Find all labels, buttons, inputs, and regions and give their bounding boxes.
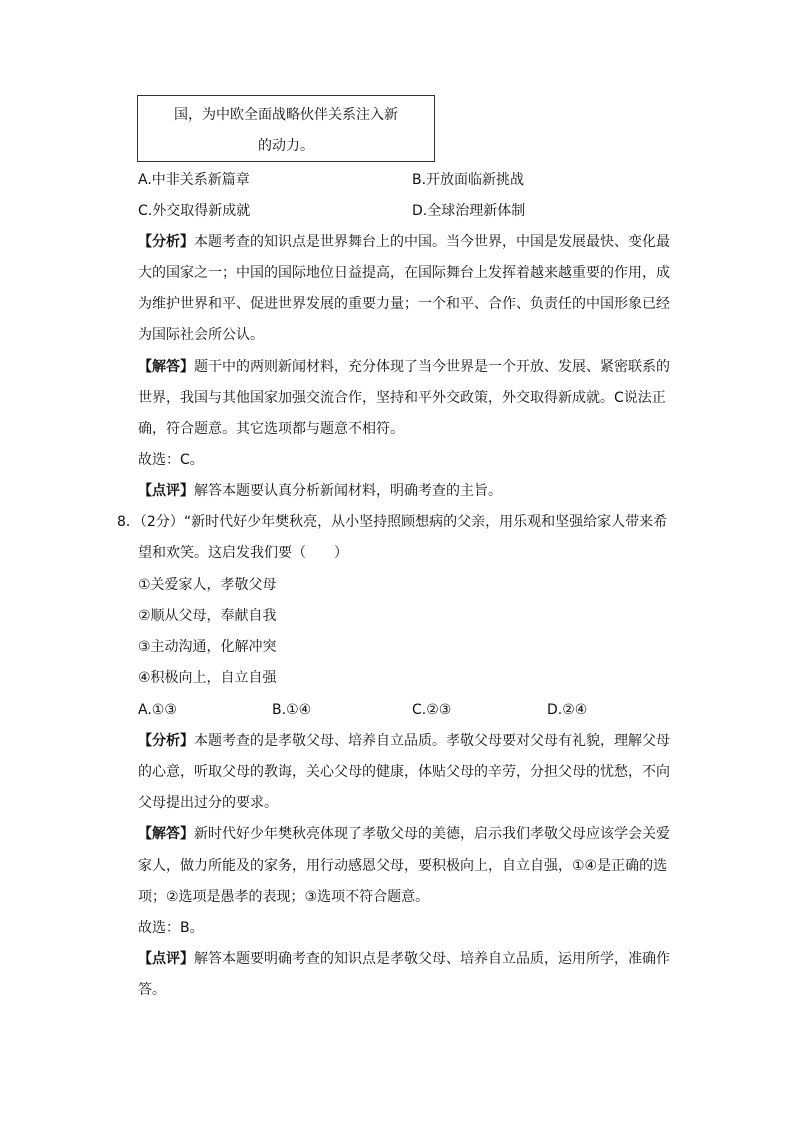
option-letter: C. bbox=[412, 702, 427, 718]
option-text: 中非关系新篇章 bbox=[151, 172, 250, 188]
answer-line: 家人，做力所能及的家务，用行动感恩父母，要积极向上，自立自强，①④是正确的选 bbox=[138, 858, 668, 874]
option-letter: B. bbox=[272, 702, 287, 718]
comment-line bbox=[138, 481, 502, 501]
option-text: ②④ bbox=[562, 702, 588, 718]
analysis-line: 为国际社会所公认。 bbox=[138, 327, 264, 343]
choice-line: 故选：B。 bbox=[138, 920, 204, 936]
statement-1: ①关爱家人，孝敬父母 bbox=[138, 577, 277, 593]
option-letter: C. bbox=[138, 203, 153, 219]
option-letter: D. bbox=[412, 203, 428, 219]
option-text: 开放面临新挑战 bbox=[426, 172, 525, 188]
option-text: ①④ bbox=[286, 702, 312, 718]
question-8-stem: 望和欢笑。这启发我们要（ ） bbox=[138, 545, 348, 561]
analysis-line: 父母提出过分的要求。 bbox=[138, 795, 278, 811]
analysis-line bbox=[138, 232, 670, 252]
option-text: 全球治理新体制 bbox=[427, 203, 526, 219]
box-line: 的动力。 bbox=[258, 138, 314, 154]
comment-line bbox=[138, 949, 670, 969]
option-text: ②③ bbox=[426, 702, 452, 718]
option-letter: B. bbox=[412, 172, 427, 188]
choice-line: 故选：C。 bbox=[138, 452, 204, 468]
analysis-line: 为维护世界和平、促进世界发展的重要力量；一个和平、合作、负责任的中国形象已经 bbox=[138, 296, 670, 312]
option-text: 外交取得新成就 bbox=[152, 203, 251, 219]
option-c bbox=[412, 700, 451, 720]
option-b bbox=[272, 700, 311, 720]
option-text: ①③ bbox=[151, 702, 177, 718]
statement-2: ②顺从父母，奉献自我 bbox=[138, 608, 277, 624]
analysis-tag: 【分析】 bbox=[138, 733, 194, 749]
answer-tag: 【解答】 bbox=[138, 826, 194, 842]
analysis-tag: 【分析】 bbox=[138, 234, 194, 250]
option-c bbox=[138, 201, 250, 221]
statement-3: ③主动沟通，化解冲突 bbox=[138, 639, 277, 655]
comment-line: 答。 bbox=[138, 982, 166, 998]
option-letter: D. bbox=[547, 702, 563, 718]
comment-tag: 【点评】 bbox=[138, 951, 194, 967]
option-letter: A. bbox=[138, 702, 152, 718]
option-a bbox=[138, 170, 250, 190]
answer-line: 世界，我国与其他国家加强交流合作，坚持和平外交政策，外交取得新成就。C说法正 bbox=[138, 390, 666, 406]
answer-line: 项；②选项是愚孝的表现；③选项不符合题意。 bbox=[138, 889, 430, 905]
answer-line bbox=[138, 824, 670, 844]
option-letter: A. bbox=[138, 172, 152, 188]
analysis-text: 本题考查的知识点是世界舞台上的中国。当今世界，中国是发展最快、变化最 bbox=[194, 234, 670, 250]
option-d bbox=[412, 201, 525, 221]
option-b bbox=[412, 170, 524, 190]
comment-text: 解答本题要明确考查的知识点是孝敬父母、培养自立品质，运用所学，准确作 bbox=[194, 951, 670, 967]
analysis-text: 本题考查的是孝敬父母、培养自立品质。孝敬父母要对父母有礼貌，理解父母 bbox=[194, 733, 670, 749]
analysis-line bbox=[138, 731, 670, 751]
news-material-box bbox=[137, 95, 435, 162]
answer-tag: 【解答】 bbox=[138, 359, 194, 375]
option-a bbox=[138, 700, 177, 720]
analysis-line: 大的国家之一；中国的国际地位日益提高，在国际舞台上发挥着越来越重要的作用，成 bbox=[138, 265, 670, 281]
statement-4: ④积极向上，自立自强 bbox=[138, 670, 277, 686]
question-8-stem: 8．（2分）“新时代好少年樊秋亮，从小坚持照顾想病的父亲，用乐观和坚强给家人带来希 bbox=[117, 514, 668, 530]
answer-text: 题干中的两则新闻材料，充分体现了当今世界是一个开放、发展、紧密联系的 bbox=[194, 359, 670, 375]
option-d bbox=[547, 700, 587, 720]
comment-tag: 【点评】 bbox=[138, 483, 194, 499]
answer-line bbox=[138, 357, 670, 377]
analysis-line: 的心意，听取父母的教诲，关心父母的健康，体贴父母的辛劳，分担父母的忧愁，不向 bbox=[138, 764, 670, 780]
answer-text: 新时代好少年樊秋亮体现了孝敬父母的美德，启示我们孝敬父母应该学会关爱 bbox=[194, 826, 670, 842]
box-line: 国，为中欧全面战略伙伴关系注入新 bbox=[174, 107, 398, 123]
comment-text: 解答本题要认真分析新闻材料，明确考查的主旨。 bbox=[194, 483, 502, 499]
answer-line: 确，符合题意。其它选项都与题意不相符。 bbox=[138, 421, 404, 437]
